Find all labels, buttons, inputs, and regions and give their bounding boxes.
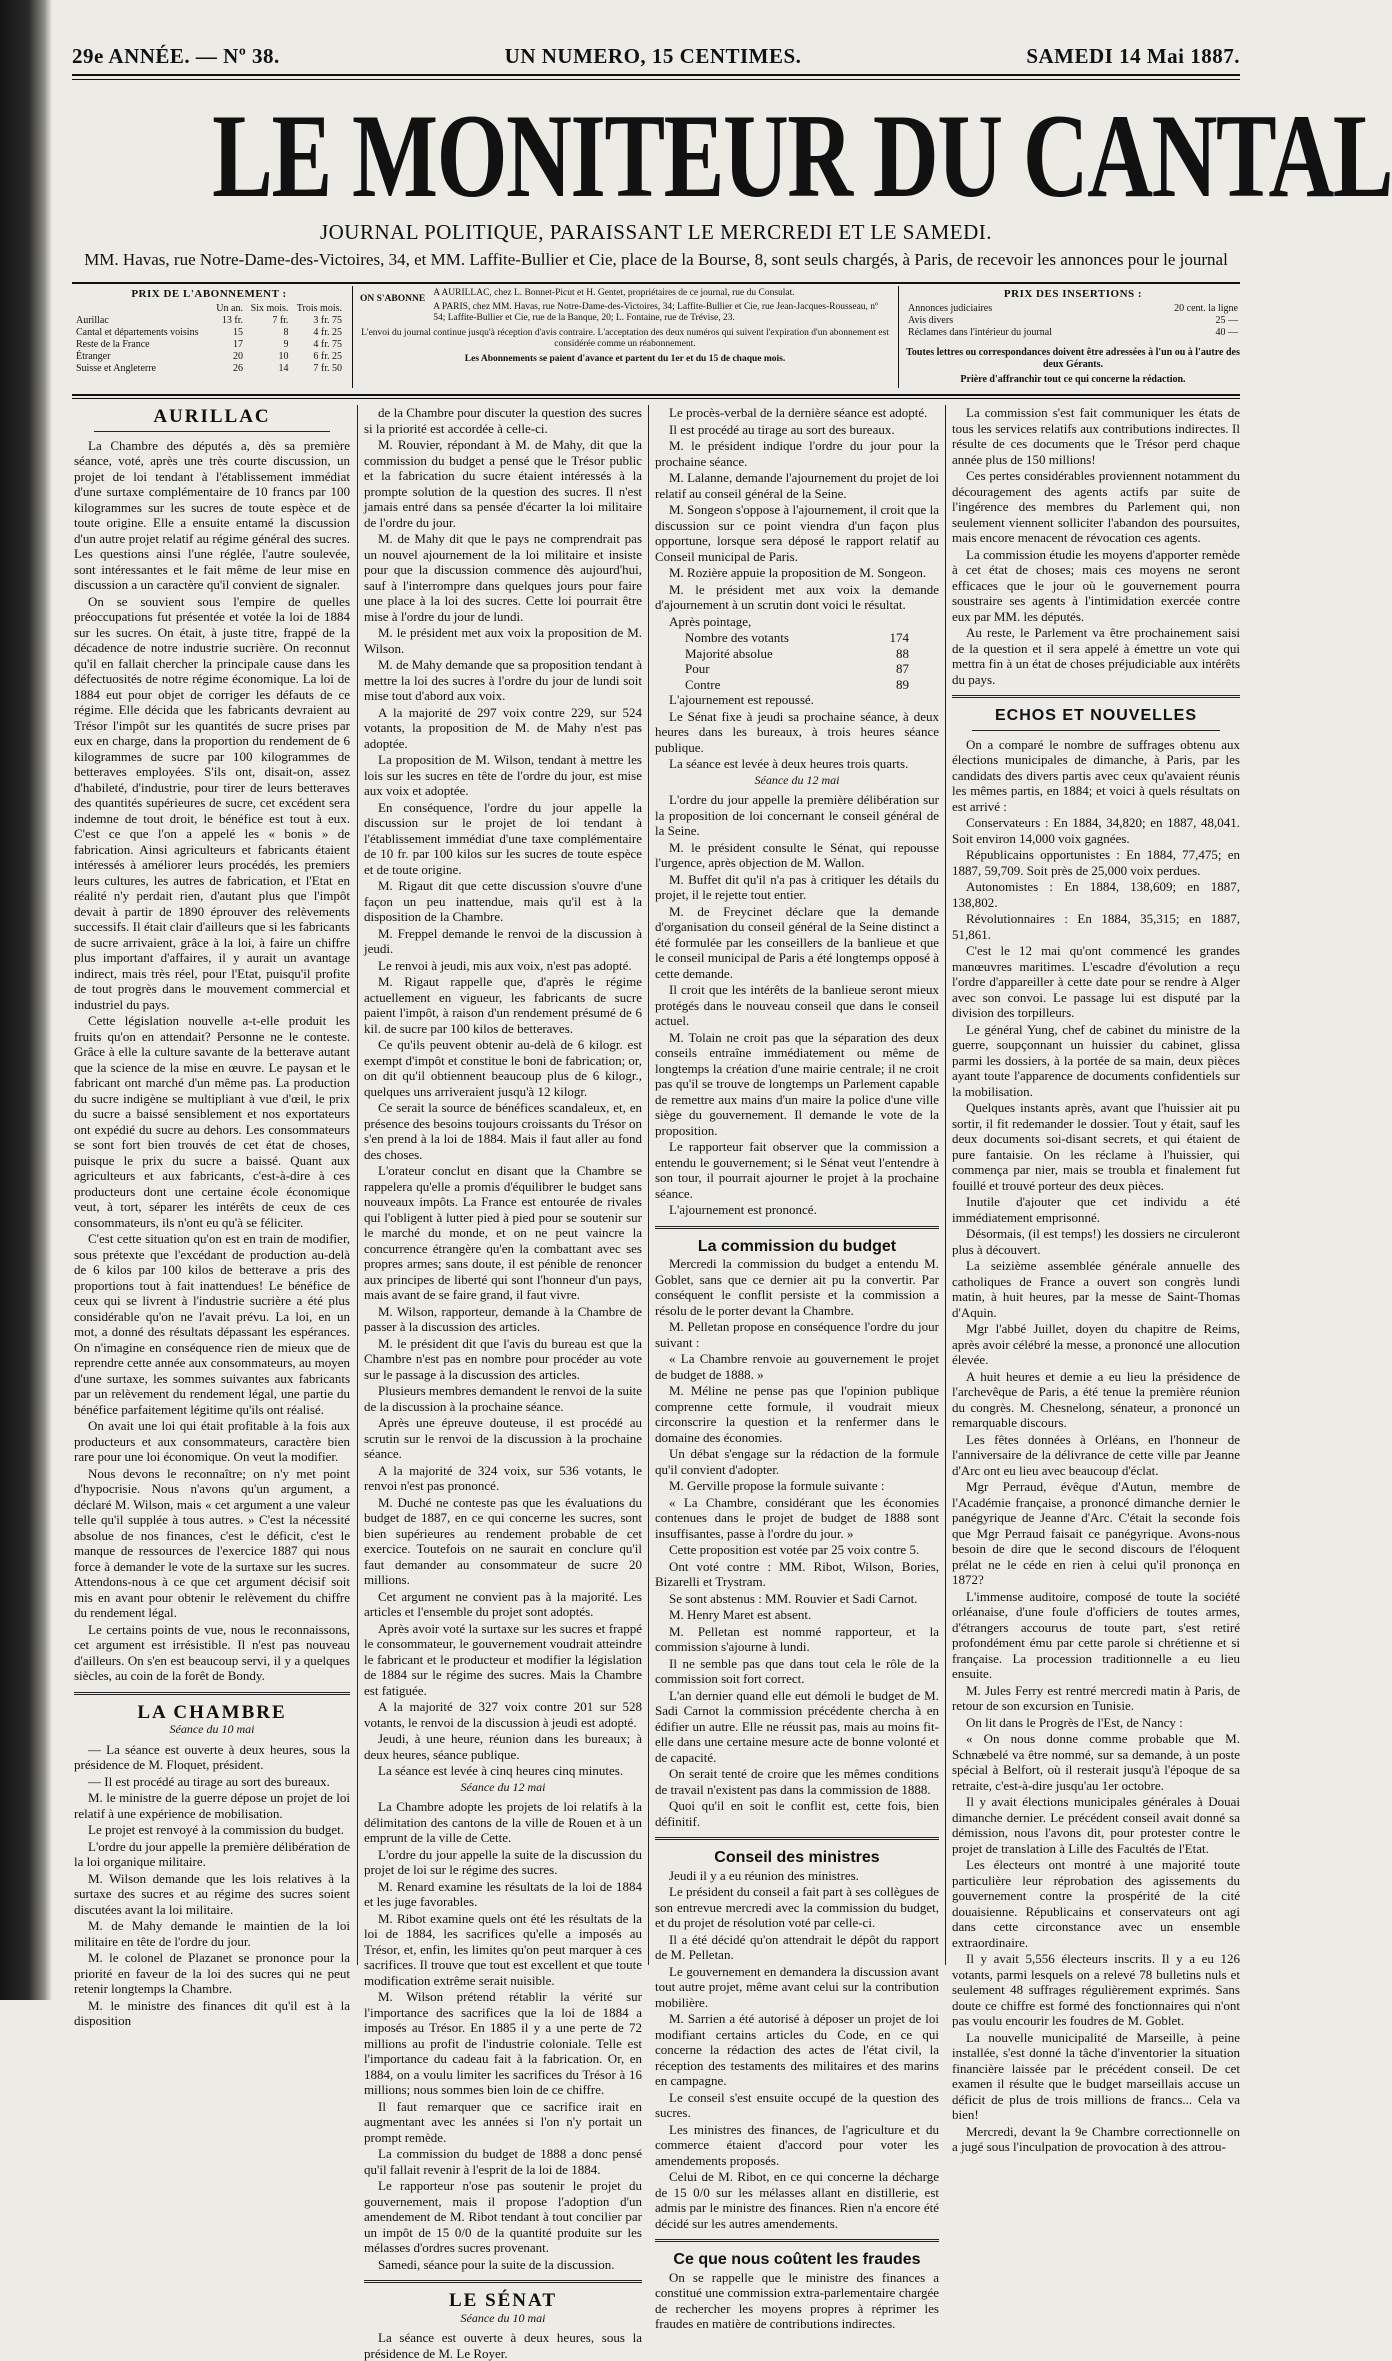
col-year: Un an.	[216, 303, 243, 314]
session-date: Séance du 10 mai	[169, 1722, 255, 1736]
article-paragraph: Cet argument ne convient pas à la majorité. Les articles et l'ensemble du projet sont adoptés.	[364, 1588, 642, 1619]
article-paragraph: M. Pelletan propose en conséquence l'ordre du jour suivant :	[655, 1319, 939, 1350]
article-paragraph: Mgr Perraud, évêque d'Autun, membre de l'Académie française, a prononcé dimanche dernier le panégyrique de Jeanne d'Arc. C'était la seconde fois que Mgr Perraud faisait ce panégyrique. Avons-nous besoin de dire que le second discours de l'éloquent prélat ne le céde en rien à celui qu'il prononça en 1872?	[952, 1479, 1240, 1587]
subscription-row: Aurillac 13 fr. 7 fr. 3 fr. 75	[76, 315, 342, 326]
article-paragraph: On se rappelle que le ministre des finances a constitué une commission extra-parlementaire chargée de rechercher les moyens propres à réprimer les fraudes en matière de contributions indirectes.	[655, 2269, 939, 2331]
article-paragraph: C'est cette situation qu'on est en train de modifier, sous prétexte que l'excédant de production au-delà de 6 kilos par 100 kilos de betterave a pris des proportions tout à fait inattendues! Le bénéfice de ceux qui se livrent à l'industrie sucrière a été plus considérable qu'on ne l'avait prévu. La loi, en un mot, a donné des résultats dépassant les espérances. On n'imagine en conséquence rien de mieux que de reprendre cette année aux consommateurs, au moyen d'une surtaxe, les sommes suivantes aux fabricants par un relèvement du rendement légal, une partie du bénéfice parfaitement légitime qu'ils ont réalisé.	[74, 1231, 350, 1417]
column-rule	[357, 405, 358, 1965]
article-paragraph: M. Wilson, rapporteur, demande à la Chambre de passer à la discussion des articles.	[364, 1303, 642, 1334]
masthead-rule-top-thin	[72, 79, 1240, 80]
article-paragraph: M. le président met aux voix la proposition de M. Wilson.	[364, 625, 642, 656]
article-paragraph: Il ne semble pas que dans tout cela le rôle de la commission soit fort correct.	[655, 1655, 939, 1686]
article-paragraph: Le conseil s'est ensuite occupé de la question des sucres.	[655, 2089, 939, 2120]
column-rule	[648, 405, 649, 1965]
page-binding-edge	[0, 0, 52, 2000]
article-paragraph: La Chambre des députés a, dès sa première séance, voté, après une très courte discussion, un projet de loi tendant à l'établissement immédiat d'une surtaxe complémentaire de 10 francs par 100 kilogrammes sur les sucres de toute espèce et de toute origine. Elle a ensuite entamé la discussion d'un autre projet relatif au régime général des sucres. Les questions ainsi l'une réglée, l'autre soulevée, sont intéressantes et le fait même de leur mise en discussion a un caractère qu'il convient de signaler.	[74, 437, 350, 592]
article-paragraph: On serait tenté de croire que les mêmes conditions de travail n'existent pas dans la commission de 1888.	[655, 1766, 939, 1797]
article-paragraph: La seizième assemblée générale annuelle des catholiques de France a ouvert son congrès lundi matin, à huit heures, par la messe de Saint-Thomas d'Aquin.	[952, 1258, 1240, 1320]
article-paragraph: M. Rigaut dit que cette discussion s'ouvre d'une façon un peu inattendue, mais qu'il est à la disposition de la Chambre.	[364, 878, 642, 924]
article-paragraph: Les électeurs ont montré à une majorité toute particulière leur réprobation des agissements du gouvernement contre la prospérité de la cité douaisienne. Républicains et conservateurs ont agi dans cette circonstance avec un ensemble extraordinaire.	[952, 1857, 1240, 1950]
article-paragraph: Le certains points de vue, nous le reconnaissons, cet argument est irrésistible. Il n'est pas nouveau d'ailleurs. On s'en est beaucoup servi, il y a quelques siècles, au coin de la forêt de Bondy.	[74, 1621, 350, 1683]
article-paragraph: Le Sénat fixe à jeudi sa prochaine séance, à deux heures dans les bureaux, à trois heures séance publique.	[655, 708, 939, 755]
article-paragraph: La séance est levée à deux heures trois quarts.	[669, 756, 909, 771]
onsubscribe-box	[360, 288, 890, 365]
article-paragraph: M. Ribot examine quels ont été les résultats de la loi de 1884, les sacrifices qu'elle a imposés au Trésor, et, enfin, les limites qu'on peut marquer à ces sacrifices. Il trouve que tout est excellent et que toute modification extrême serait nuisible.	[364, 1910, 642, 1988]
subscription-box	[74, 288, 344, 375]
article-paragraph: L'ajournement est repoussé.	[669, 692, 814, 707]
session-date: Séance du 10 mai	[460, 2310, 546, 2325]
article-paragraph: Ont voté contre : MM. Ribot, Wilson, Bories, Bizarelli et Trystram.	[655, 1558, 939, 1589]
article-paragraph: Ces pertes considérables proviennent notamment du découragement des agents actifs par suite de l'ingérence des membres du Parlement qui, non seulement viennent solliciter l'abandon des poursuites, mais encore menacent de révocation ces agents.	[952, 468, 1240, 545]
article-paragraph: Il a été décidé qu'on attendrait le dépôt du rapport de M. Pelletan.	[655, 1931, 939, 1962]
article-paragraph: L'ordre du jour appelle la première délibération sur la proposition de loi concernant le conseil général de la Seine.	[655, 792, 939, 838]
article-paragraph: Ce serait la source de bénéfices scandaleux, et, en présence des besoins toujours croissants du Trésor on s'en prend à la loi de 1884. Mais il faut aller au fond des choses.	[364, 1100, 642, 1162]
article-paragraph: On avait une loi qui était profitable à la fois aux producteurs et aux consommateurs, caractère bien rare pour une loi économique. On veut la modifier.	[74, 1418, 350, 1464]
article-paragraph: M. Rozière appuie la proposition de M. Songeon.	[669, 565, 927, 580]
vote-tally-row: Nombre des votants 174	[685, 630, 909, 645]
article-paragraph: M. Buffet dit qu'il n'a pas à critiquer les détails du projet, il le rejette tout entier.	[655, 871, 939, 902]
article-paragraph: Le président du conseil a fait part à ses collègues de son entrevue mercredi avec la commission du budget, et du projet de résolution voté par celle-ci.	[655, 1884, 940, 1930]
article-paragraph: En conséquence, l'ordre du jour appelle la discussion sur le projet de loi tendant à l'établissement immédiat d'une taxe complémentaire de 10 fr. par 100 kilos sur les sucres de toute espèce et de toute origine.	[364, 799, 642, 877]
article-paragraph: M. de Mahy dit que le pays ne comprendrait pas un nouvel ajournement de la loi militaire et insiste pour que la discussion commence dès aujourd'hui, sauf à l'interrompre dans quelques jours pour faire une place à la loi des sucres. Cette loi pourrait être mise à l'ordre du jour de lundi.	[364, 531, 642, 624]
article-paragraph: M. Méline ne pense pas que l'opinion publique comprenne cette formule, il voudrait mieux circonscrire la question et la renfermer dans le domaine des économies.	[655, 1383, 939, 1445]
article-paragraph: M. le président consulte le Sénat, qui repousse l'urgence, après objection de M. Wallon.	[655, 839, 939, 870]
article-paragraph: Au reste, le Parlement va être prochainement saisi de la question et il sera appelé à émettre un vote qui mettra fin à un état de choses préjudiciable aux intérêts du pays.	[952, 625, 1240, 687]
article-paragraph: M. Pelletan est nommé rapporteur, et la commission s'ajourne à lundi.	[655, 1623, 939, 1654]
article-paragraph: Le rapporteur fait observer que la commission a entendu le gouvernement; si le Sénat veut l'entendre à son tour, il pourrait ajourner le projet à la prochaine séance.	[655, 1139, 939, 1201]
article-paragraph: A la majorité de 327 voix contre 201 sur 528 votants, le renvoi de la discussion à jeudi est adopté.	[364, 1699, 642, 1730]
article-paragraph: M. de Mahy demande le maintien de la loi militaire en tête de l'ordre du jour.	[74, 1918, 350, 1949]
article-paragraph: Autonomistes : En 1884, 138,609; en 1887, 138,802.	[952, 879, 1240, 910]
article-paragraph: M. Sarrien a été autorisé à déposer un projet de loi modifiant certains articles du Code, en ce qui concerne la rédaction des actes de l'état civil, la réception des testaments des militaires et des marins en campagne.	[655, 2011, 939, 2088]
article-paragraph: Mercredi, devant la 9e Chambre correctionnelle on a jugé sous l'inculpation de provocation à des attrou-	[952, 2123, 1240, 2154]
article-paragraph: Le procès-verbal de la dernière séance est adopté.	[669, 405, 928, 420]
article-paragraph: Cette législation nouvelle a-t-elle produit les fruits qu'on en attendait? Personne ne le conteste. Grâce à elle la culture savante de la betterave autant que la science de la mise en œuvre. Le paysan et le fabricant ont marché d'un même pas. La production du sucre indigène se multipliant à vue d'œil, le prix du sucre a baissé sensiblement et nos exportateurs ont expédié du sucre au dehors. Les consommateurs se sont fort bien trouvés de cet état de choses, puisque le prix du sucre a baissé. Quant aux agriculteurs et aux fabricants, c'est-à-dire à ces producteurs dont une certaine école économique veut, à tort, séparer les intérêts de ceux de ces consommateurs, ils n'ont eu qu'à se féliciter.	[74, 1013, 350, 1230]
article-paragraph: La nouvelle municipalité de Marseille, à peine installée, s'est donné la tâche d'inventorier la situation financière laissée par le précédent conseil. De cet examen il résulte que le budget marseillais accuse un déficit de plus de trois millions de francs... Cela va bien!	[952, 2029, 1240, 2122]
article-paragraph: M. le président dit que l'avis du bureau est que la Chambre n'est pas en nombre pour procéder au vote sur le passage à la discussion des articles.	[364, 1335, 642, 1382]
col-six: Six mois.	[250, 303, 289, 314]
article-paragraph: Il croit que les intérêts de la banlieue seront mieux protégés dans le nouveau conseil que dans le conseil actuel.	[655, 982, 939, 1028]
article-paragraph: Les ministres des finances, de l'agriculture et du commerce étaient d'accord pour voter les amendements proposés.	[655, 2121, 939, 2168]
header-boxes-rule-thin	[72, 398, 1240, 399]
article-paragraph: M. Jules Ferry est rentré mercredi matin à Paris, de retour de son excursion en Tunisie.	[952, 1682, 1240, 1713]
article-paragraph: M. Lalanne, demande l'ajournement du projet de loi relatif au conseil général de la Seine.	[655, 470, 939, 501]
subscription-row: Reste de la France 17 9 4 fr. 75	[76, 339, 342, 350]
section-heading-chambre: LA CHAMBRE	[137, 1701, 287, 1723]
article-paragraph: L'an dernier quand elle eut démoli le budget de M. Sadi Carnot la commission précédente chercha à en édifier un autre. Elle ne réussit pas, mais au moins fit-elle dans une certaine mesure acte de bonne volonté et de capacité.	[655, 1687, 939, 1765]
article-paragraph: Samedi, séance pour la suite de la discussion.	[378, 2256, 615, 2272]
article-paragraph: Après pointage,	[669, 613, 752, 629]
insertions-table	[906, 303, 1240, 339]
article-paragraph: La proposition de M. Wilson, tendant à mettre les lois sur les sucres en tête de l'ordre du jour, est mise aux voix et adoptée.	[364, 752, 642, 798]
session-date: Séance du 12 mai	[754, 772, 840, 787]
article-paragraph: La commission s'est fait communiquer les états de tous les services relatifs aux contributions indirectes. Il résulte de ces documents que le Trésor perd chaque année plus de 150 millions!	[952, 405, 1240, 467]
section-heading-fraudes: Ce que nous coûtent les fraudes	[673, 2251, 921, 2268]
article-paragraph: M. le président indique l'ordre du jour pour la prochaine séance.	[655, 438, 939, 469]
section-heading-aurillac: AURILLAC	[153, 406, 271, 427]
article-paragraph: La commission du budget de 1888 a donc pensé qu'il fallait revenir à l'esprit de la loi de 1884.	[364, 2146, 642, 2177]
article-paragraph: Plusieurs membres demandent le renvoi de la suite de la discussion à la prochaine séance.	[364, 1383, 642, 1414]
article-paragraph: La séance est levée à cinq heures cinq minutes.	[378, 1763, 624, 1778]
article-paragraph: Un débat s'engage sur la rédaction de la formule qu'il convient d'adopter.	[655, 1446, 939, 1477]
issue-price: UN NUMERO, 15 CENTIMES.	[504, 44, 802, 68]
article-paragraph: M. Freppel demande le renvoi de la discussion à jeudi.	[364, 925, 642, 956]
article-paragraph: L'ordre du jour appelle la suite de la discussion du projet de loi sur le régime des sucres.	[364, 1846, 642, 1877]
section-heading-budget: La commission du budget	[697, 1237, 897, 1255]
column-1	[74, 405, 350, 2028]
section-heading-senat: LE SÉNAT	[448, 2290, 558, 2311]
article-paragraph: L'ajournement est prononcé.	[669, 1202, 817, 1217]
newspaper-title: LE MONITEUR DU CANTAL	[212, 89, 1392, 222]
article-paragraph: Révolutionnaires : En 1884, 35,315; en 1887, 51,861.	[952, 911, 1240, 942]
article-paragraph: M. Songeon s'oppose à l'ajournement, il croit que la discussion sur ce point viendra d'un façon plus opportune, lorsque sera déposé le rapport relatif au Conseil municipal de Paris.	[655, 502, 939, 564]
article-paragraph: A la majorité de 324 voix, sur 536 votants, le renvoi n'est pas prononcé.	[364, 1462, 642, 1493]
subscription-table	[74, 303, 344, 375]
onsubscribe-note: L'envoi du journal continue jusqu'à réception d'avis contraire. L'acceptation des deux numéros qui suivent l'expiration d'un abonnement est considérée comme un réabonnement.	[361, 327, 889, 349]
article-paragraph: M. Wilson prétend rétablir la vérité sur l'importance des sacrifices que la loi de 1884 a imposés au Trésor. En 1885 il y a une perte de 72 millions au profit de l'industrie coloniale. Telle est l'importance du cadeau fait à la fabrication. Or, en 1884, on a voulu limiter les sacrifices du Trésor à 16 millions; nous sommes bien loin de ce chiffre.	[364, 1989, 642, 2097]
header-boxes-rule	[72, 394, 1240, 396]
article-paragraph: Il y avait 5,556 électeurs inscrits. Il y a eu 126 votants, parmi lesquels on a relevé 78 bulletins nuls et seulement 48 suffrages régulièrement exprimés. Sans doute ce chiffre est formé des fonctionnaires qui n'ont pas voulu encourir les foudres de M. Goblet.	[952, 1951, 1240, 2028]
article-paragraph: M. de Mahy demande que sa proposition tendant à mettre la loi des sucres à l'ordre du jour de lundi soit mise tout d'abord aux voix.	[364, 657, 642, 703]
column-2	[364, 405, 642, 2361]
subscription-row: Étranger 20 10 6 fr. 25	[76, 351, 342, 362]
article-paragraph: Il faut remarquer que ce sacrifice irait en augmentant avec les années si l'on n'y portait un prompt remède.	[364, 2098, 642, 2145]
article-paragraph: Il est procédé au tirage au sort des bureaux.	[669, 421, 895, 437]
advertising-agents-line: MM. Havas, rue Notre-Dame-des-Victoires, 34, et MM. Laffite-Bullier et Cie, place de la Bourse, 8, sont seuls chargés, à Paris, de recevoir les annonces pour le journal	[84, 250, 1228, 269]
subscription-header-row	[74, 303, 344, 315]
article-paragraph: Jeudi il y a eu réunion des ministres.	[669, 1867, 859, 1883]
insertions-note: Toutes lettres ou correspondances doivent être adressées à l'un ou à l'autre des deux Gérants.	[906, 347, 1240, 370]
onsubscribe-label: ON S'ABONNE	[360, 294, 426, 304]
header-box-divider	[352, 286, 353, 388]
article-paragraph: Cette proposition est votée par 25 voix contre 5.	[669, 1542, 920, 1557]
session-date: Séance du 12 mai	[460, 1779, 546, 1794]
vote-tally-row: Contre 89	[685, 676, 909, 692]
article-paragraph: M. le ministre de la guerre dépose un projet de loi relatif à une expérience de mobilisation.	[74, 1790, 350, 1821]
insertion-row: Avis divers 25 —	[908, 315, 1238, 326]
insertions-title: PRIX DES INSERTIONS :	[1003, 288, 1143, 300]
article-paragraph: Après une épreuve douteuse, il est procédé au scrutin sur le renvoi de la discussion à la prochaine séance.	[364, 1415, 642, 1461]
article-paragraph: M. Gerville propose la formule suivante :	[669, 1478, 885, 1493]
article-paragraph: M. Rouvier, répondant à M. de Mahy, dit que la commission du budget a pensé que le Trésor public et la fabrication du sucre étaient intéressés à la prompte solution de la question des sucres. Il n'est jamais entré dans sa pensée d'écarter la loi militaire de l'ordre du jour.	[364, 437, 642, 530]
article-paragraph: A la majorité de 297 voix contre 229, sur 524 votants, la proposition de M. de Mahy n'est pas adoptée.	[364, 704, 642, 751]
header-box-divider	[898, 286, 899, 388]
column-4	[952, 405, 1240, 2154]
article-paragraph: M. le président met aux voix la demande d'ajournement à un scrutin dont voici le résultat.	[655, 581, 939, 612]
article-paragraph: Celui de M. Ribot, en ce qui concerne la décharge de 15 0/0 sur les mélasses allant en distillerie, est admis par le ministre des finances. Rien n'a encore été décidé sur les autres amendements.	[655, 2169, 939, 2231]
onsubscribe-paris: A PARIS, chez MM. Havas, rue Notre-Dame-des-Victoires, 34; Laffite-Bullier et Cie, rue Jean-Jacques-Rousseau, nº 54; Laffite-Bullier et Cie, rue de la Banque, 20; L. Fontaine, rue de Trévise, 23.	[433, 301, 879, 323]
article-paragraph: Se sont abstenus : MM. Rouvier et Sadi Carnot.	[669, 1590, 918, 1606]
masthead-rule-bottom	[72, 282, 1240, 284]
article-paragraph: La commission étudie les moyens d'apporter remède à cet état de choses; mais ces moyens ne seront efficaces que le jour où le gouvernement pourra soustraire ses agents à l'intimidation exercée contre eux par MM. les députés.	[952, 546, 1240, 624]
article-paragraph: L'immense auditoire, composé de toute la société orléanaise, d'une foule d'officiers de toutes armes, d'étrangers accourus de toute part, s'est retiré profondément ému par cette parole si chrétienne et si française. La procession traditionnelle a eu lieu ensuite.	[952, 1588, 1240, 1681]
article-paragraph: La Chambre adopte les projets de loi relatifs à la délimitation des cantons de la ville de Rouen et à un emprunt de la ville de Cette.	[364, 1799, 642, 1845]
col-three: Trois mois.	[296, 303, 342, 314]
article-paragraph: On se souvient sous l'empire de quelles préoccupations fut présentée et votée la loi de 1884 sur les sucres. On était, à juste titre, frappé de la décadence de notre industrie sucrière. On reconnut qu'il en fallait chercher la principale cause dans les défectuosités de notre régime économique. La loi de 1884 eut pour objet de corriger les défauts de ce régime. Elle décida que les fabricants devraient au Trésor l'impôt sur les quantités de sucre prises par eux en charge, dans la proportion du rendement de 6 kilogrammes de sucre par 100 kilogrammes de betteraves employées. S'ils ont, disait-on, assez d'habileté, d'industrie, pour tirer de leurs betteraves des quantités supérieures de sucre, cet excédent sera indemne de tout droit, le bénéfice est tout à eux. C'est ce que l'on a appelé les « bonis » de fabrication. Ainsi agriculteurs et fabricants étaient intéressés à améliorer leurs procédés, les premiers leurs cultures, les autres de fabrication, et l'Etat en réalité n'y perdait rien, d'autant plus que l'impôt devait à partir de 1890 éprouver des relèvements successifs. Il était clair d'ailleurs que si les fabricants de sucre arrivaient, grâce à la loi, à faire un chiffre plus important d'affaires, il y aurait un avantage indirect, mais très réel, pour l'Etat, puisqu'il profite de tout progrès dans le mouvement commercial et industriel du pays.	[74, 593, 350, 1012]
article-paragraph: Ce qu'ils peuvent obtenir au-delà de 6 kilogr. est exempt d'impôt et constitue le boni de fabrication; or, on dit qu'il obtiennent beaucoup plus de 6 kilogr., quelques uns arriveraient jusqu'à 12 kilogr.	[364, 1037, 642, 1099]
article-paragraph: M. le ministre des finances dit qu'il est à la disposition	[74, 1997, 350, 2028]
column-3	[655, 405, 940, 2331]
article-paragraph: M. Duché ne conteste pas que les évaluations du budget de 1887, en ce qui concerne les sucres, sont bien supérieures au rendement probable de cet exercice. Toutefois on ne saurait en conclure qu'il faut demander au consommateur de sucre 20 millions.	[364, 1494, 642, 1587]
masthead-rule-top	[72, 74, 1240, 76]
column-rule	[945, 405, 946, 1965]
article-paragraph: M. de Freycinet déclare que la demande d'organisation du conseil général de la Seine distinct a été formulée par les conseillers de la banlieue et que le conseil municipal de Paris a été longtemps opposé à cette demande.	[655, 903, 939, 981]
article-paragraph: Il y avait élections municipales générales à Douai dimanche dernier. Le précédent conseil avait donné sa démission, nous l'avons dit, pour protester contre le projet de translation à Lille des Facultés de l'Etat.	[952, 1794, 1240, 1856]
insertions-postage-note: Prière d'affranchir tout ce qui concerne la rédaction.	[960, 374, 1186, 385]
article-paragraph: de la Chambre pour discuter la question des sucres si la priorité est accordée à celle-ci.	[364, 405, 642, 436]
article-paragraph: Nous devons le reconnaître; on n'y met point d'hypocrisie. Nous n'avons qu'un argument, a déclaré M. Wilson, mais « cet argument a une valeur telle qu'il supplée à tous autres. » C'est la nécessité absolue de nos finances, c'est le déficit, c'est le manque de ressources de l'exercice 1887 qui nous force à demander le vote de la surtaxe sur les sucres. Attendons-nous à ce que cet argument décisif soit mis en avant pour obtenir le relèvement du chiffre du rendement légal.	[74, 1465, 350, 1620]
article-paragraph: Mgr l'abbé Juillet, doyen du chapitre de Reims, après avoir célébré la messe, a prononcé une allocution élevée.	[952, 1321, 1240, 1367]
masthead-topline	[72, 44, 1240, 69]
article-paragraph: M. Wilson demande que les lois relatives à la surtaxe des sucres et au régime des sucres soient discutées avant la loi militaire.	[74, 1870, 350, 1917]
article-paragraph: « La Chambre renvoie au gouvernement le projet de budget de 1888. »	[655, 1351, 939, 1382]
onsubscribe-payment-note: Les Abonnements se paient d'avance et partent du 1er et du 15 de chaque mois.	[464, 353, 786, 364]
insertion-row: Réclames dans l'intérieur du journal 40 —	[908, 327, 1238, 338]
article-paragraph: Le gouvernement en demandera la discussion avant tout autre projet, même avant celui sur la contribution mobilière.	[655, 1963, 939, 2010]
article-paragraph: Mercredi la commission du budget a entendu M. Goblet, sans que ce dernier ait pu la convertir. Par conséquent le conflit persiste et la commission a résolu de le porter devant la Chambre.	[655, 1256, 939, 1318]
vote-tally-row: Majorité absolue 88	[685, 645, 909, 661]
article-paragraph: C'est le 12 mai qu'ont commencé les grandes manœuvres maritimes. L'escadre d'évolution a reçu l'ordre d'appareiller à cette date pour se rendre à Alger avec son convoi. Le passage lui est disputé par la division des torpilleurs.	[952, 943, 1240, 1020]
insertions-box	[906, 288, 1240, 386]
article-paragraph: Républicains opportunistes : En 1884, 77,475; en 1887, 59,709. Soit près de 25,000 voix perdues.	[952, 847, 1240, 878]
section-heading-echos: ECHOS ET NOUVELLES	[994, 707, 1198, 724]
article-paragraph: Conservateurs : En 1884, 34,820; en 1887, 48,041. Soit environ 14,000 voix gagnées.	[952, 815, 1240, 846]
article-paragraph: Quelques instants après, avant que l'huissier ait pu sortir, il fit redemander le dossier. Tout y était, sauf les deux documents soi-disant secrets, et qui étaient de pure fantaisie. On les réclame à l'huissier, qui commença par nier, mais se troubla et finalement fut fouillé et trouvé porteur des deux pièces.	[952, 1100, 1240, 1193]
article-paragraph: Les fêtes données à Orléans, en l'honneur de l'anniversaire de la délivrance de cette ville par Jeanne d'Arc ont eu lieu avec beaucoup d'éclat.	[952, 1431, 1240, 1478]
article-paragraph: L'orateur conclut en disant que la Chambre se rappelera qu'elle a promis d'équilibrer le budget sans nouveaux impôts. La France est entourée de rivales qui l'obligent à lutter pied à pied pour se soutenir sur le marché du monde, et on ne peut vaincre la concurrence étrangère qu'en la combattant avec ses propres armes; sans doute, il est pénible de renoncer aux principes de liberté qui sont l'honneur d'un pays, mais avant de se faire grand, il faut vivre.	[364, 1163, 642, 1302]
article-paragraph: On lit dans le Progrès de l'Est, de Nancy :	[966, 1714, 1183, 1730]
article-paragraph: Le rapporteur n'ose pas soutenir le projet du gouvernement, mais il propose l'adoption d'un amendement de M. Ribot tendant à tout concilier par un impôt de 15 0/0 de la quantité produite sur les mélasses d'ordres sucres provenant.	[364, 2178, 642, 2255]
issue-date: SAMEDI 14 Mai 1887.	[1026, 44, 1240, 68]
article-paragraph: Le projet est renvoyé à la commission du budget.	[88, 1822, 344, 1837]
article-paragraph: M. Henry Maret est absent.	[669, 1607, 812, 1622]
article-paragraph: Après avoir voté la surtaxe sur les sucres et frappé le consommateur, le gouvernement voudrait atteindre le fabricant et le producteur et modifier la législation de 1884 sur le régime des sucres. Mais la Chambre est fatiguée.	[364, 1620, 642, 1698]
article-paragraph: M. Renard examine les résultats de la loi de 1884 et les juge favorables.	[364, 1878, 642, 1909]
article-paragraph: Quoi qu'il en soit le conflit est, cette fois, bien définitif.	[655, 1798, 939, 1829]
issue-number: 29e ANNÉE. — Nº 38.	[72, 44, 280, 68]
subscription-row: Suisse et Angleterre 26 14 7 fr. 50	[76, 363, 342, 374]
newspaper-subtitle: JOURNAL POLITIQUE, PARAISSANT LE MERCREDI ET LE SAMEDI.	[319, 220, 993, 244]
article-paragraph: On a comparé le nombre de suffrages obtenu aux élections municipales de dimanche, à Paris, par les candidats des divers partis avec ceux qu'avaient réunis les mêmes partis, en 1884; et voici à quels résultats on est arrivé :	[952, 736, 1240, 814]
article-paragraph: Désormais, (il est temps!) les dossiers ne circuleront plus à découvert.	[952, 1226, 1240, 1257]
article-paragraph: Inutile d'ajouter que cet individu a été immédiatement emprisonné.	[952, 1194, 1240, 1225]
article-paragraph: A huit heures et demie a eu lieu la présidence de l'archevêque de Paris, a été tenue la première réunion du congrès. M. Chesnelong, sénateur, a prononcé un remarquable discours.	[952, 1368, 1240, 1430]
subscription-title: PRIX DE L'ABONNEMENT :	[131, 288, 287, 300]
article-paragraph: M. Tolain ne croit pas que la séparation des deux conseils entraîne immédiatement ou même de longtemps la création d'une mairie centrale; il ne croit pas qu'il se trouve de longtemps un Parlement capable de remettre aux mains d'un maire la police d'une ville siège du gouvernement. Il demande le vote de la proposition.	[655, 1029, 939, 1138]
article-paragraph: La séance est ouverte à deux heures, sous la présidence de M. Le Royer.	[364, 2330, 642, 2361]
onsubscribe-aurillac: A AURILLAC, chez L. Bonnet-Picut et H. Gentet, propriétaires de ce journal, rue du Consulat.	[433, 288, 795, 298]
article-paragraph: Le général Yung, chef de cabinet du ministre de la guerre, soupçonnant un huissier du cabinet, glissa parmi les dossiers, à la portée de sa main, deux pièces ayant toute l'apparence de documents confidentiels sur la mobilisation.	[952, 1021, 1240, 1099]
article-paragraph: M. le colonel de Plazanet se prononce pour la priorité en faveur de la loi des sucres qui ne peut retenir longtemps la Chambre.	[74, 1950, 350, 1996]
article-paragraph: M. Rigaut rappelle que, d'après le régime actuellement en vigueur, les fabricants de sucre paient l'impôt, à raison d'un rendement présumé de 6 kil. de sucre par 100 kilos de betteraves.	[364, 974, 642, 1036]
article-paragraph: « On nous donne comme probable que M. Schnæbelé va être nommé, sur sa demande, à un poste spécial à Belfort, où il resterait jusqu'à l'époque de sa retraite, c'est-à-dire jusqu'au 1er octobre.	[952, 1731, 1240, 1793]
article-paragraph: Le renvoi à jeudi, mis aux voix, n'est pas adopté.	[378, 957, 632, 973]
section-heading-conseil: Conseil des ministres	[714, 1849, 880, 1866]
article-paragraph: L'ordre du jour appelle la première délibération de la loi organique militaire.	[74, 1838, 350, 1869]
insertion-row: Annonces judiciaires 20 cent. la ligne	[908, 303, 1238, 314]
article-paragraph: « La Chambre, considérant que les économies contenues dans le projet de budget de 1888 sont insuffisantes, passe à l'ordre du jour. »	[655, 1494, 939, 1541]
article-paragraph: — La séance est ouverte à deux heures, sous la présidence de M. Floquet, président.	[74, 1741, 350, 1772]
subscription-row: Cantal et départements voisins 15 8 4 fr. 25	[76, 327, 342, 338]
article-paragraph: Jeudi, à une heure, réunion dans les bureaux; à deux heures, séance publique.	[364, 1731, 642, 1762]
vote-tally-row: Pour 87	[685, 661, 909, 676]
article-paragraph: — Il est procédé au tirage au sort des bureaux.	[88, 1773, 330, 1789]
